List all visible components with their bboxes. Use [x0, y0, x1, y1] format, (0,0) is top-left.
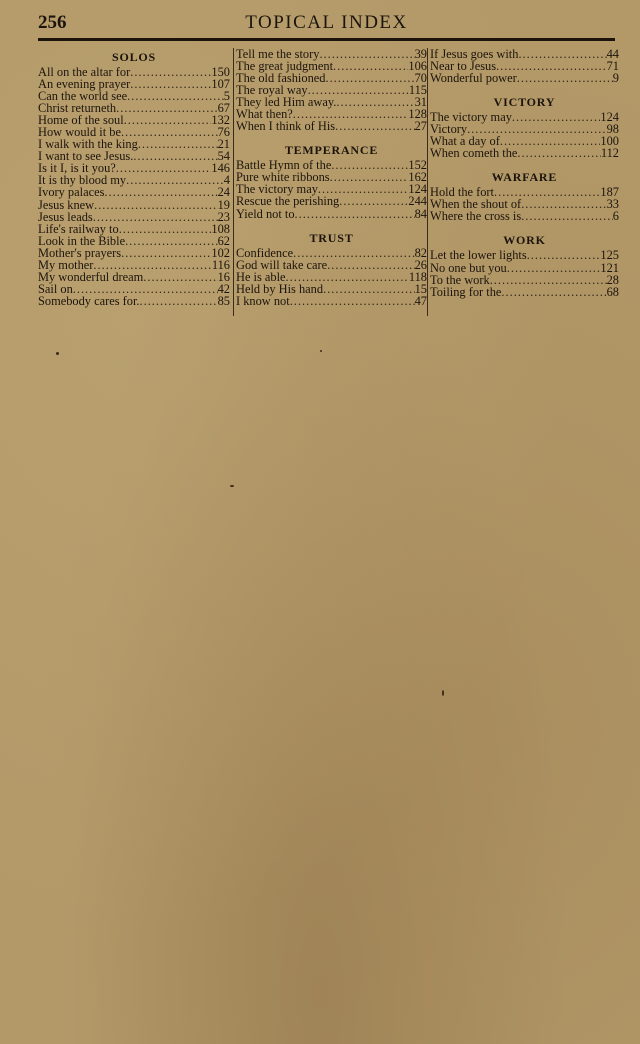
hymn-number: 39	[414, 47, 427, 61]
entry-title: God will take care	[236, 257, 328, 272]
index-entry	[38, 211, 230, 223]
hymn-number: 42	[217, 281, 230, 296]
hymn-number: 4	[223, 173, 230, 188]
section-heading: WARFARE	[491, 170, 558, 185]
dot-leader	[133, 150, 217, 162]
entry-title: Tell me the story	[236, 47, 320, 61]
entry-title: They led Him away.	[236, 95, 337, 110]
hymn-number: 107	[211, 77, 230, 92]
entry-title: When cometh the	[430, 146, 518, 161]
hymn-number: 82	[414, 245, 427, 260]
entry-title: An evening prayer	[38, 77, 131, 92]
dot-leader	[94, 199, 218, 211]
paper-speck	[56, 352, 59, 355]
hymn-number: 115	[408, 83, 427, 98]
entry-title: Look in the Bible	[38, 233, 126, 248]
hymn-number: 44	[606, 47, 619, 61]
entry-title: Battle Hymn of the	[236, 158, 332, 173]
entry-title: My mother	[38, 257, 94, 272]
hymn-number: 124	[600, 110, 619, 125]
dot-leader	[93, 259, 211, 271]
dot-leader	[130, 66, 211, 78]
hymn-number: 31	[414, 95, 427, 110]
hymn-number: 67	[217, 101, 230, 116]
entry-title: It is thy blood my	[38, 173, 127, 188]
entry-title: Near to Jesus	[430, 59, 497, 74]
entry-title: Sail on	[38, 281, 73, 296]
section-heading: VICTORY	[493, 95, 556, 110]
dot-leader	[512, 111, 601, 123]
hymn-number: 128	[408, 107, 427, 122]
entry-title: Held by His hand	[236, 281, 324, 296]
paper-speck	[320, 350, 322, 352]
dot-leader	[336, 96, 414, 108]
index-entry	[236, 195, 427, 207]
dot-leader	[121, 247, 211, 259]
index-entry	[236, 247, 427, 259]
dot-leader	[521, 210, 613, 222]
hymn-number: 125	[600, 248, 619, 263]
index-entry	[430, 274, 619, 286]
entry-title: Wonderful power	[430, 71, 517, 86]
entry-title: Toiling for the	[430, 284, 502, 299]
hymn-number: 28	[606, 272, 619, 287]
hymn-number: 84	[414, 206, 427, 221]
entry-title: What a day of	[430, 134, 500, 149]
hymn-number: 23	[217, 209, 230, 224]
index-entry	[38, 247, 230, 259]
entry-title: Let the lower lights	[430, 248, 527, 263]
hymn-number: 150	[211, 65, 230, 79]
dot-leader	[518, 48, 606, 60]
hymn-number: 102	[211, 245, 230, 260]
dot-leader	[323, 283, 415, 295]
entry-title: The old fashioned	[236, 71, 326, 86]
hymn-number: 112	[600, 146, 619, 161]
section-gap	[430, 222, 619, 231]
entry-title: All on the altar for	[38, 65, 131, 79]
entry-title: Is it I, is it you?	[38, 161, 116, 176]
entry-title: When I think of His	[236, 119, 336, 134]
hymn-number: 27	[414, 119, 427, 134]
hymn-number: 6	[612, 209, 619, 224]
index-entry	[430, 262, 619, 274]
index-entry	[38, 199, 230, 211]
index-entry	[236, 259, 427, 271]
entry-title: My wonderful dream	[38, 269, 144, 284]
index-column-3	[427, 48, 619, 316]
hymn-number: 5	[223, 89, 230, 104]
index-column-1	[38, 48, 230, 307]
section-heading: SOLOS	[111, 50, 157, 64]
dot-leader	[507, 262, 601, 274]
dot-leader	[138, 138, 218, 150]
dot-leader	[124, 114, 212, 126]
paper-speck	[442, 690, 444, 696]
entry-title: The royal way	[236, 83, 308, 98]
hymn-number: 15	[414, 281, 427, 296]
hymn-number: 9	[612, 71, 619, 86]
hymn-number: 19	[217, 197, 230, 212]
index-entry	[236, 283, 427, 295]
hymn-number: 71	[606, 59, 619, 74]
index-entry	[236, 271, 427, 283]
dot-leader	[339, 195, 408, 207]
dot-leader	[290, 295, 415, 307]
entry-title: When the shout of	[430, 197, 522, 212]
hymn-number: 100	[600, 134, 619, 149]
page-header	[38, 10, 615, 36]
dot-leader	[126, 174, 224, 186]
dot-leader	[327, 259, 414, 271]
entry-title: How would it be	[38, 125, 121, 140]
entry-title: Somebody cares for.	[38, 293, 140, 308]
dot-leader	[517, 72, 613, 84]
entry-title: He is able	[236, 269, 286, 284]
entry-title: The victory may	[236, 182, 318, 197]
dot-leader	[130, 78, 211, 90]
entry-title: Christ returneth	[38, 101, 117, 116]
dot-leader	[116, 102, 217, 114]
entry-title: Rescue the perishing	[236, 194, 340, 209]
hymn-number: 76	[217, 125, 230, 140]
hymn-number: 132	[211, 113, 230, 128]
hymn-number: 162	[408, 170, 427, 185]
dot-leader	[335, 120, 415, 132]
dot-leader	[319, 48, 414, 60]
dot-leader	[293, 247, 414, 259]
entry-title: To the work	[430, 272, 490, 287]
index-entry	[430, 249, 619, 261]
dot-leader	[295, 208, 415, 220]
entry-title: Life's railway to	[38, 221, 119, 236]
entry-title: Jesus knew	[38, 197, 95, 212]
index-entry	[38, 223, 230, 235]
index-entry	[430, 210, 619, 222]
section-gap	[430, 159, 619, 168]
dot-leader	[501, 286, 606, 298]
dot-leader	[119, 223, 212, 235]
hymn-number: 187	[600, 185, 619, 200]
entry-title: I know not	[236, 293, 290, 308]
entry-title: I want to see Jesus.	[38, 149, 134, 164]
hymn-number: 152	[408, 158, 427, 173]
entry-title: I walk with the king	[38, 137, 138, 152]
dot-leader	[490, 274, 607, 286]
hymn-number: 146	[211, 161, 230, 176]
page-number: 256	[38, 12, 67, 33]
index-entry	[430, 147, 619, 159]
hymn-number: 62	[217, 233, 230, 248]
section-heading: TRUST	[309, 230, 354, 245]
section-gap	[430, 84, 619, 93]
dot-leader	[116, 162, 212, 174]
hymn-number: 108	[211, 221, 230, 236]
dot-leader	[127, 90, 224, 102]
hymn-number: 124	[408, 182, 427, 197]
index-entry	[236, 295, 427, 307]
hymn-number: 26	[414, 257, 427, 272]
dot-leader	[333, 60, 408, 72]
hymn-number: 244	[408, 194, 427, 209]
index-entry	[38, 295, 230, 307]
entry-title: Confidence	[236, 245, 294, 260]
entry-title: Jesus leads	[38, 209, 93, 224]
index-column-2	[233, 48, 427, 316]
section-gap	[236, 132, 427, 141]
section-heading: TEMPERANCE	[284, 143, 379, 158]
header-rule	[38, 38, 615, 41]
dot-leader	[331, 159, 408, 171]
dot-leader	[517, 147, 600, 159]
hymn-number: 33	[606, 197, 619, 212]
dot-leader	[325, 72, 414, 84]
entry-title: Yield not to	[236, 206, 295, 221]
dot-leader	[527, 249, 601, 261]
index-entry	[38, 235, 230, 247]
index-entry	[236, 208, 427, 220]
entry-title: Hold the fort	[430, 185, 495, 200]
hymn-number: 21	[217, 137, 230, 152]
dot-leader	[521, 198, 606, 210]
entry-title: Ivory palaces	[38, 185, 105, 200]
entry-title: Home of the soul	[38, 113, 124, 128]
page-title: TOPICAL INDEX	[245, 12, 408, 33]
hymn-number: 85	[217, 293, 230, 308]
dot-leader	[143, 271, 217, 283]
hymn-number: 70	[414, 71, 427, 86]
entry-title: Where the cross is	[430, 209, 522, 224]
paper-speck	[230, 485, 234, 487]
hymn-number: 121	[600, 260, 619, 275]
dot-leader	[330, 171, 409, 183]
hymn-number: 47	[414, 293, 427, 308]
hymn-number: 106	[408, 59, 427, 74]
index-entry	[236, 120, 427, 132]
dot-leader	[93, 211, 218, 223]
entry-title: The victory may	[430, 110, 512, 125]
index-entry	[38, 186, 230, 198]
entry-title: Pure white ribbons	[236, 170, 330, 185]
entry-title: Mother's prayers	[38, 245, 122, 260]
hymn-number: 68	[606, 284, 619, 299]
hymn-number: 98	[606, 122, 619, 137]
hymn-number: 16	[217, 269, 230, 284]
hymn-number: 54	[217, 149, 230, 164]
entry-title: Victory	[430, 122, 468, 137]
hymn-number: 24	[217, 185, 230, 200]
entry-title: The great judgment	[236, 59, 334, 74]
section-gap	[236, 220, 427, 229]
hymn-number: 116	[211, 257, 230, 272]
dot-leader	[140, 295, 218, 307]
index-entry	[430, 286, 619, 298]
dot-leader	[286, 271, 409, 283]
dot-leader	[104, 186, 217, 198]
entry-title: No one but you	[430, 260, 507, 275]
entry-title: Can the world see	[38, 89, 128, 104]
index-entry	[430, 72, 619, 84]
entry-title: What then?	[236, 107, 293, 122]
section-heading: WORK	[503, 233, 546, 248]
hymn-number: 118	[408, 269, 427, 284]
entry-title: If Jesus goes with	[430, 47, 519, 61]
index-entry	[38, 259, 230, 271]
dot-leader	[125, 235, 218, 247]
